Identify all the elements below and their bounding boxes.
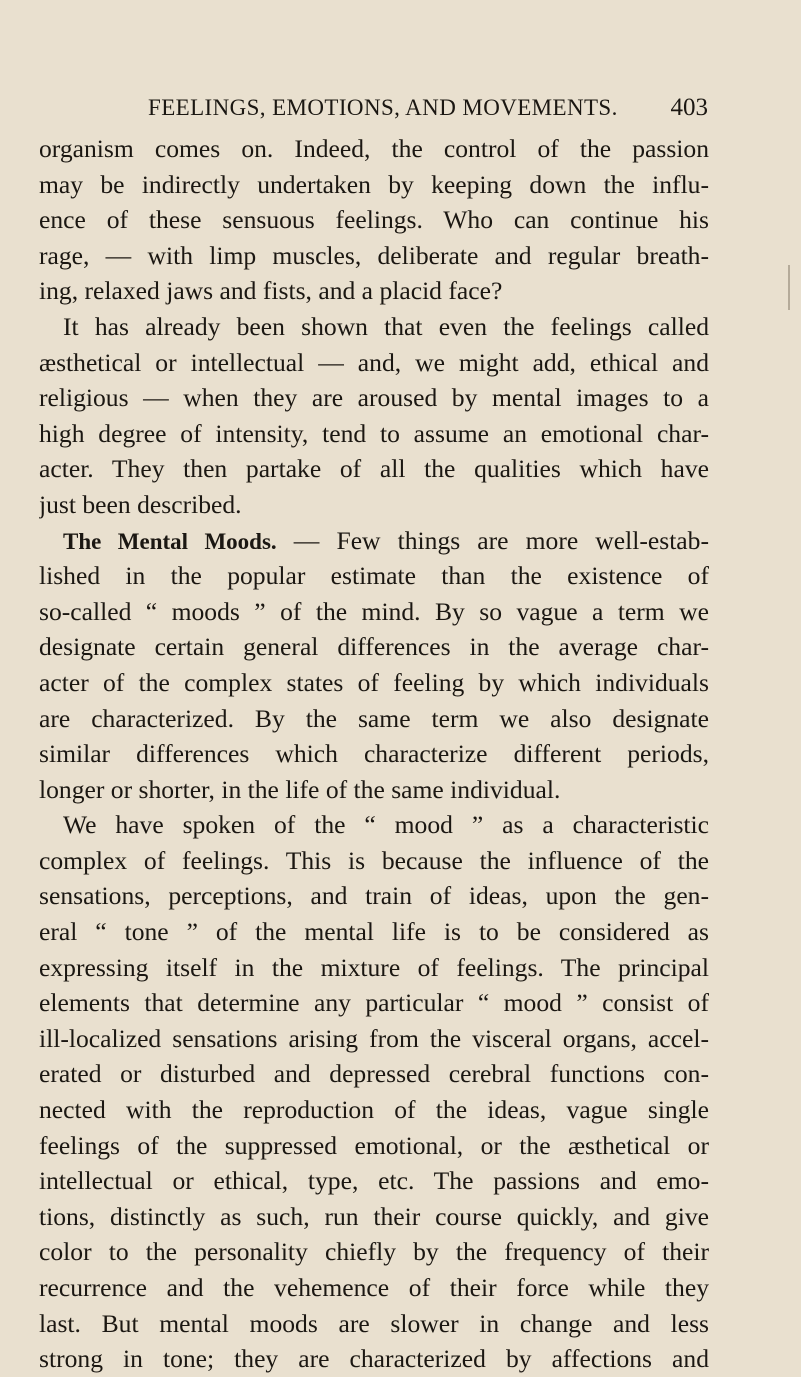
text-line: complex of feelings. This is because the influence of the xyxy=(39,845,709,875)
text-line: sensations, perceptions, and train of ideas, upon the gen- xyxy=(39,881,709,911)
text-line-rest: — Few things are more well-estab- xyxy=(293,525,709,555)
text-line: may be indirectly undertaken by keeping down the influ- xyxy=(39,169,709,199)
text-line: It has already been shown that even the feelings called xyxy=(63,311,709,341)
text-line: We have spoken of the “ mood ” as a characteristic xyxy=(63,810,709,840)
text-line: color to the personality chiefly by the frequency of their xyxy=(39,1237,709,1267)
body-text xyxy=(39,131,709,1377)
running-title: FEELINGS, EMOTIONS, AND MOVEMENTS. xyxy=(148,95,618,120)
section-subhead: The Mental Moods. xyxy=(63,528,277,554)
text-line: rage, — with limp muscles, deliberate and regular breath- xyxy=(39,240,709,270)
text-line: expressing itself in the mixture of feelings. The principal xyxy=(39,952,709,982)
scan-edge-mark xyxy=(788,265,790,310)
text-line-with-subhead xyxy=(39,523,709,559)
text-line: erated or disturbed and depressed cerebral functions con- xyxy=(39,1059,709,1089)
text-line: designate certain general differences in the average char- xyxy=(39,632,709,662)
text-line: elements that determine any particular “ mood ” consist of xyxy=(39,988,709,1018)
text-line: æsthetical or intellectual — and, we might add, ethical and xyxy=(39,347,709,377)
text-line: last. But mental moods are slower in change and less xyxy=(39,1308,709,1338)
page-header xyxy=(148,91,708,125)
text-line: religious — when they are aroused by mental images to a xyxy=(39,383,709,413)
text-line: ence of these sensuous feelings. Who can continue his xyxy=(39,205,709,235)
text-line: recurrence and the vehemence of their force while they xyxy=(39,1273,709,1302)
text-line: so-called “ moods ” of the mind. By so vague a term we xyxy=(39,596,709,626)
text-line: ill-localized sensations arising from the visceral organs, accel- xyxy=(39,1023,709,1053)
text-line: strong in tone; they are characterized by affections and xyxy=(39,1344,709,1374)
text-line: intellectual or ethical, type, etc. The passions and emo- xyxy=(39,1166,709,1196)
text-line: lished in the popular estimate than the existence of xyxy=(39,561,709,591)
text-line: tions, distinctly as such, run their course quickly, and give xyxy=(39,1201,709,1231)
page-number: 403 xyxy=(670,94,708,121)
text-line: similar differences which characterize different periods, xyxy=(39,739,709,769)
text-line: eral “ tone ” of the mental life is to be considered as xyxy=(39,917,709,947)
text-line: acter of the complex states of feeling by which individuals xyxy=(39,667,709,697)
text-line: high degree of intensity, tend to assume an emotional char- xyxy=(39,418,709,448)
text-line: are characterized. By the same term we also designate xyxy=(39,703,709,733)
text-line: nected with the reproduction of the ideas, vague single xyxy=(39,1095,709,1125)
text-line: longer or shorter, in the life of the same individual. xyxy=(39,774,561,804)
text-line: feelings of the suppressed emotional, or the æsthetical or xyxy=(39,1130,709,1160)
text-line: organism comes on. Indeed, the control of the passion xyxy=(39,134,709,163)
text-line: just been described. xyxy=(39,489,242,519)
text-line: acter. They then partake of all the qualities which have xyxy=(39,454,709,484)
text-line: ing, relaxed jaws and fists, and a placid face? xyxy=(39,276,503,306)
